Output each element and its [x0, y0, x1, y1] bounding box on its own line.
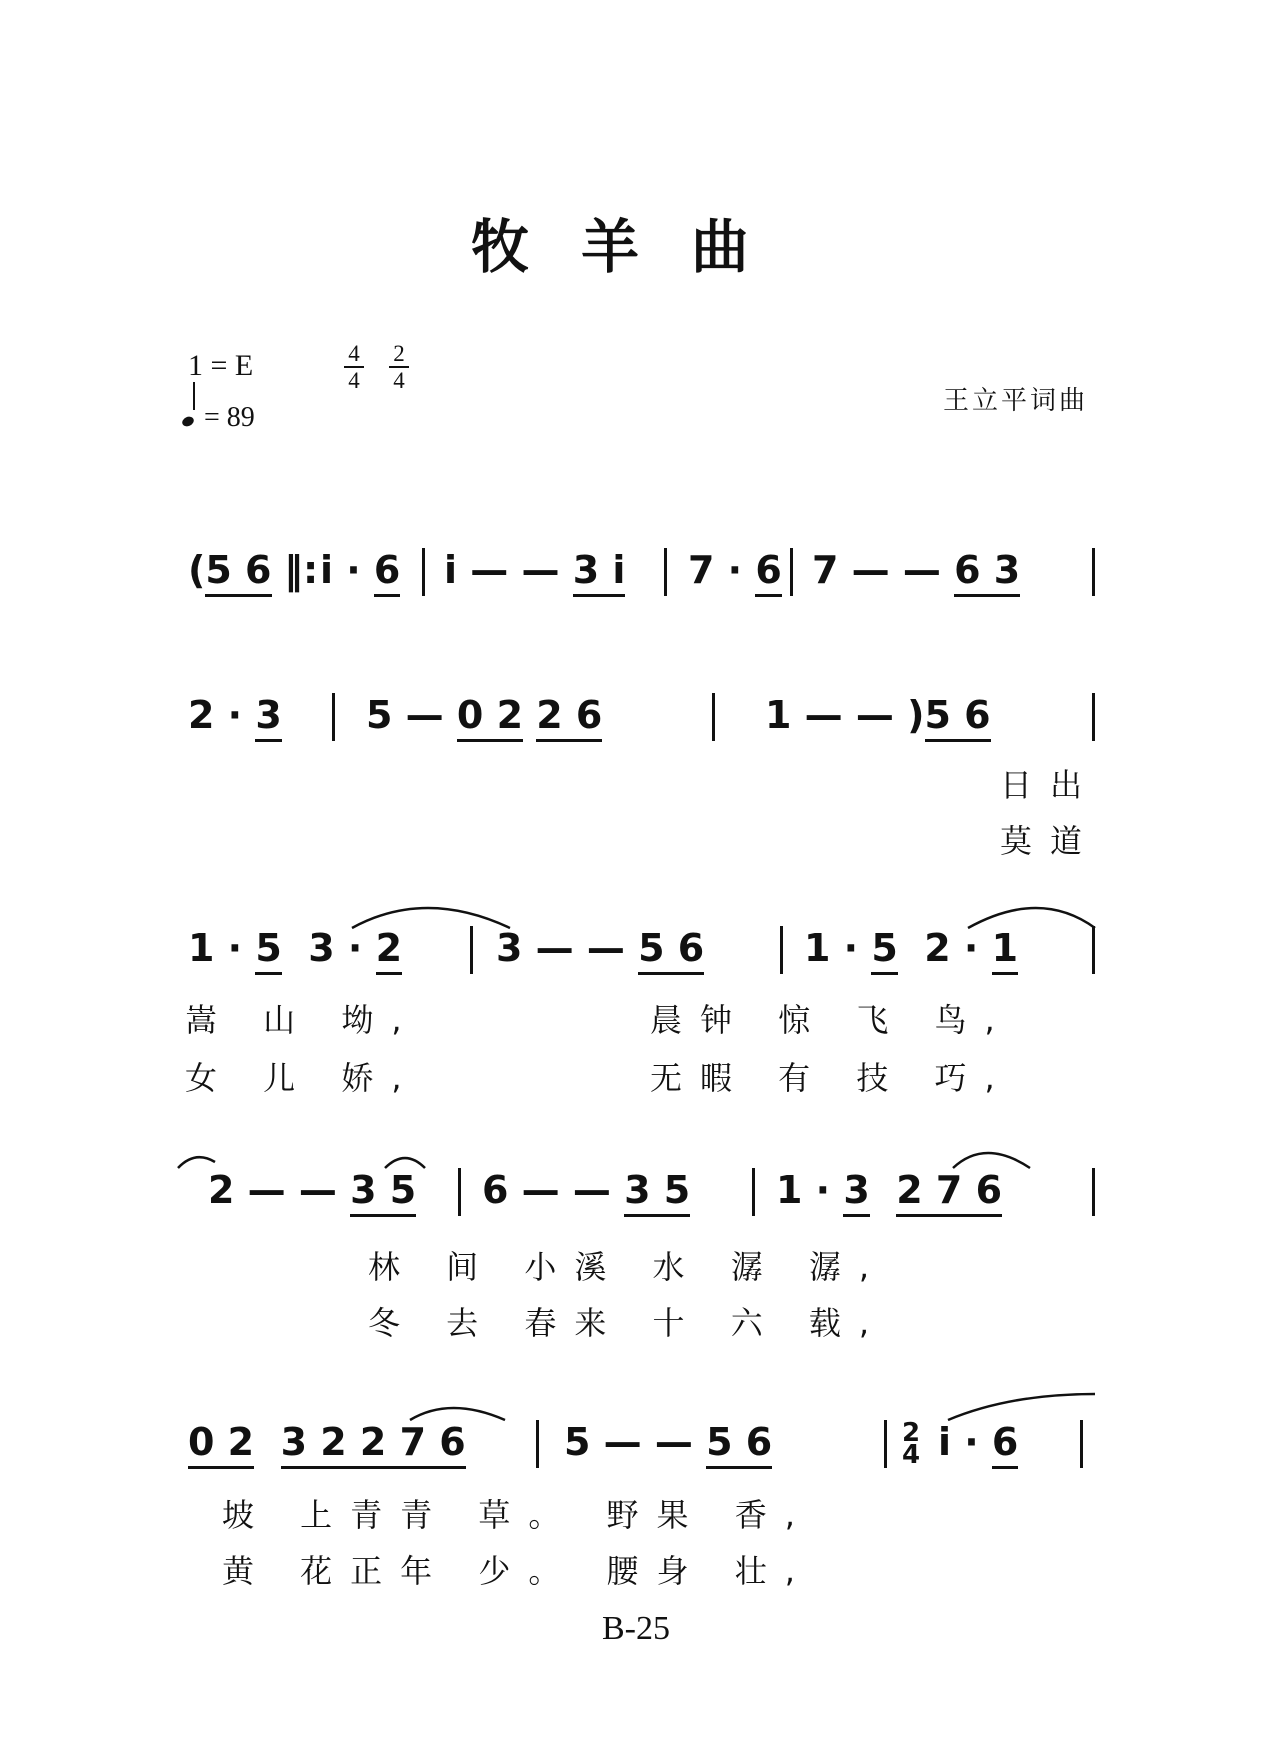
- time-signature-change: 2 4: [902, 1418, 921, 1470]
- quarter-note-icon: [182, 402, 197, 434]
- music-line-3: [180, 926, 1100, 986]
- notation-text: 5 — 0 2 2 6: [366, 693, 602, 737]
- lyric-line3-verse2-a: 女 儿 娇,: [185, 1059, 420, 1097]
- notation-text: i — — 3 i: [444, 548, 625, 592]
- lyric-line5-verse1: 坡 上青青 草。 野果 香,: [222, 1496, 813, 1534]
- lyric-line2-verse2: 莫道: [1000, 822, 1101, 860]
- lyric-line5-verse2: 黄 花正年 少。 腰身 壮,: [222, 1552, 813, 1590]
- lyric-line4-verse1: 林 间 小溪 水 潺 潺,: [368, 1248, 888, 1286]
- notation-text: i · 6: [320, 548, 400, 592]
- lyric-line3-verse2-b: 无暇 有 技 巧,: [650, 1059, 1013, 1097]
- notation-text: i · 6: [938, 1420, 1018, 1464]
- notation-text: 0 2 3 2 2 7 6: [188, 1420, 466, 1464]
- composer-credit: 王立平词曲: [943, 386, 1089, 416]
- notation-text: ‖:: [284, 548, 319, 592]
- notation-text: 1 · 5 2 · 1: [804, 926, 1018, 970]
- tempo-marking: = 89: [182, 402, 255, 434]
- song-title: 牧羊曲: [470, 213, 801, 281]
- notation-text: 5 — — 5 6: [564, 1420, 772, 1464]
- page-number: B-25: [602, 1610, 670, 1647]
- notation-text: 2 — — 3 5: [208, 1168, 416, 1212]
- music-line-1: [180, 548, 1100, 608]
- notation-text: 1 · 5 3 · 2: [188, 926, 402, 970]
- notation-text: 7 — — 6 3: [812, 548, 1020, 592]
- notation-text: 1 — — )5 6: [765, 693, 991, 737]
- notation-text: (5 6: [188, 548, 272, 592]
- lyric-line3-verse1-b: 晨钟 惊 飞 鸟,: [650, 1001, 1013, 1039]
- lyric-line4-verse2: 冬 去 春来 十 六 载,: [368, 1304, 888, 1342]
- music-line-2: [180, 693, 1100, 753]
- time-signature-4-4: 4 4: [343, 342, 365, 392]
- notation-text: 3 — — 5 6: [496, 926, 704, 970]
- music-line-5: [180, 1420, 1100, 1480]
- lyric-line2-verse1: 日出: [1000, 766, 1101, 804]
- music-line-4: [180, 1168, 1100, 1228]
- time-signature-2-4: 2 4: [388, 342, 410, 392]
- notation-text: 6 — — 3 5: [482, 1168, 690, 1212]
- lyric-line3-verse1-a: 嵩 山 坳,: [185, 1001, 420, 1039]
- notation-text: 7 · 6: [688, 548, 782, 592]
- notation-text: 1 · 3 2 7 6: [776, 1168, 1002, 1212]
- key-signature: 1 = E: [188, 349, 254, 382]
- notation-text: 2 · 3: [188, 693, 282, 737]
